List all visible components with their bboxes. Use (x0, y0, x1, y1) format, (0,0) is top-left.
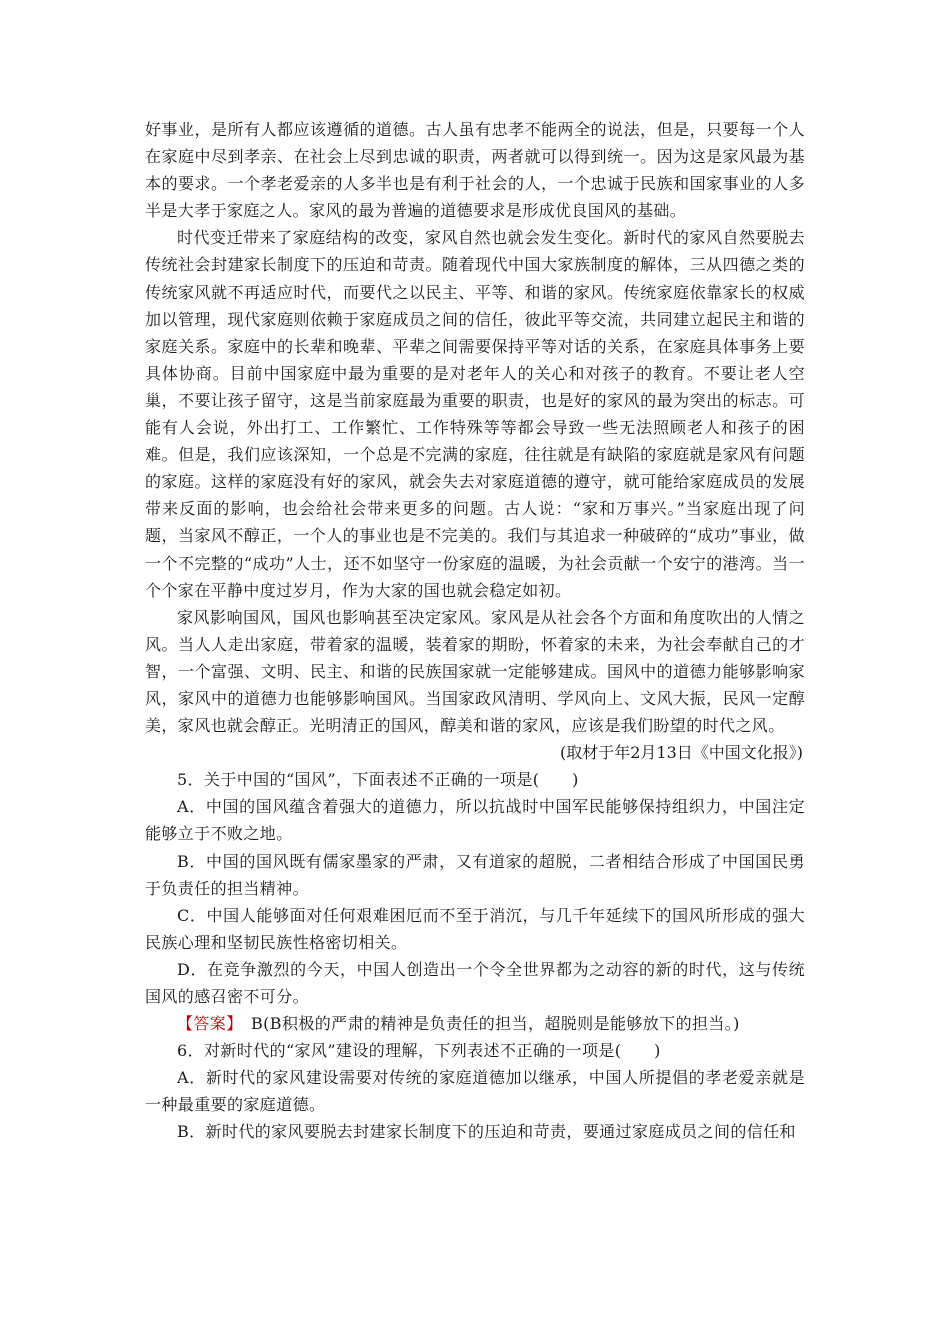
answer-text: B(B积极的严肃的精神是负责任的担当，超脱则是能够放下的担当。) (234, 1014, 740, 1034)
passage-paragraph-1: 好事业，是所有人都应该遵循的道德。古人虽有忠孝不能两全的说法，但是，只要每一个人在家庭中尽到孝亲、在社会上尽到忠诚的职责，两者就可以得到统一。因为这是家风最为基本的要求。一个孝老爱亲的人多半也是有利于社会的人，一个忠诚于民族和国家事业的人多半是大孝于家庭之人。家风的最为普遍的道德要求是形成优良国风的基础。 (145, 120, 805, 221)
passage-paragraph-2: 时代变迁带来了家庭结构的改变，家风自然也就会发生变化。新时代的家风自然要脱去传统社会封建家长制度下的压迫和苛责。随着现代中国大家族制度的解体，三从四德之类的传统家风就不再适应时代，而要代之以民主、平等、和谐的家风。传统家庭依靠家长的权威加以管理，现代家庭则依赖于家庭成员之间的信任，彼此平等交流，共同建立起民主和谐的家庭关系。家庭中的长辈和晚辈、平辈之间需要保持平等对话的关系，在家庭具体事务上要具体协商。目前中国家庭中最为重要的是对老年人的关心和对孩子的教育。不要让老人空巢，不要让孩子留守，这是当前家庭最为重要的职责，也是好的家风的最为突出的标志。可能有人会说，外出打工、工作繁忙、工作特殊等等都会导致一些无法照顾老人和孩子的困难。但是，我们应该深知，一个总是不完满的家庭，往往就是有缺陷的家庭就是家风有问题的家庭。这样的家庭没有好的家风，就会失去对家庭道德的遵守，就可能给家庭成员的发展带来反面的影响，也会给社会带来更多的问题。古人说：“家和万事兴。”当家庭出现了问题，当家风不醇正，一个人的事业也是不完美的。我们与其追求一种破碎的“成功”事业，做一个不完整的“成功”人士，还不如坚守一份家庭的温暖，为社会贡献一个安宁的港湾。当一个个家在平静中度过岁月，作为大家的国也就会稳定如初。 (145, 228, 805, 600)
question-5-answer (145, 1010, 805, 1037)
question-5-option-a: A．中国的国风蕴含着强大的道德力，所以抗战时中国军民能够保持组织力，中国注定能够立于不败之地。 (145, 797, 805, 844)
question-5-option-d: D．在竞争激烈的今天，中国人创造出一个令全世界都为之动容的新的时代，这与传统国风的感召密不可分。 (145, 959, 805, 1006)
question-6-option-b: B．新时代的家风要脱去封建家长制度下的压迫和苛责，要通过家庭成员之间的信任和 (177, 1122, 796, 1142)
question-5-stem: 5．关于中国的“国风”，下面表述不正确的一项是( ) (177, 770, 579, 790)
question-5-option-c: C．中国人能够面对任何艰难困厄而不至于消沉，与几千年延续下的国风所形成的强大民族心理和坚韧民族性格密切相关。 (145, 905, 805, 952)
question-6-stem: 6．对新时代的“家风”建设的理解，下列表述不正确的一项是( ) (177, 1041, 661, 1061)
question-5-option-b: B．中国的国风既有儒家墨家的严肃，又有道家的超脱，二者相结合形成了中国国民勇于负责任的担当精神。 (145, 851, 805, 898)
passage-source: (取材于年2月13日《中国文化报》) (559, 743, 803, 763)
document-page (145, 116, 805, 1146)
passage-paragraph-3: 家风影响国风，国风也影响甚至决定家风。家风是从社会各个方面和角度吹出的人情之风。当人人走出家庭，带着家的温暖，装着家的期盼，怀着家的未来，为社会奉献自己的才智，一个富强、文明、民主、和谐的民族国家就一定能够建成。国风中的道德力能够影响家风，家风中的道德力也能够影响国风。当国家政风清明、学风向上、文风大振，民风一定醇美，家风也就会醇正。光明清正的国风，醇美和谐的家风，应该是我们盼望的时代之风。 (145, 607, 805, 736)
answer-label: 【答案】 (177, 1014, 235, 1034)
question-6-option-a: A．新时代的家风建设需要对传统的家庭道德加以继承，中国人所提倡的孝老爱亲就是一种最重要的家庭道德。 (145, 1068, 805, 1115)
